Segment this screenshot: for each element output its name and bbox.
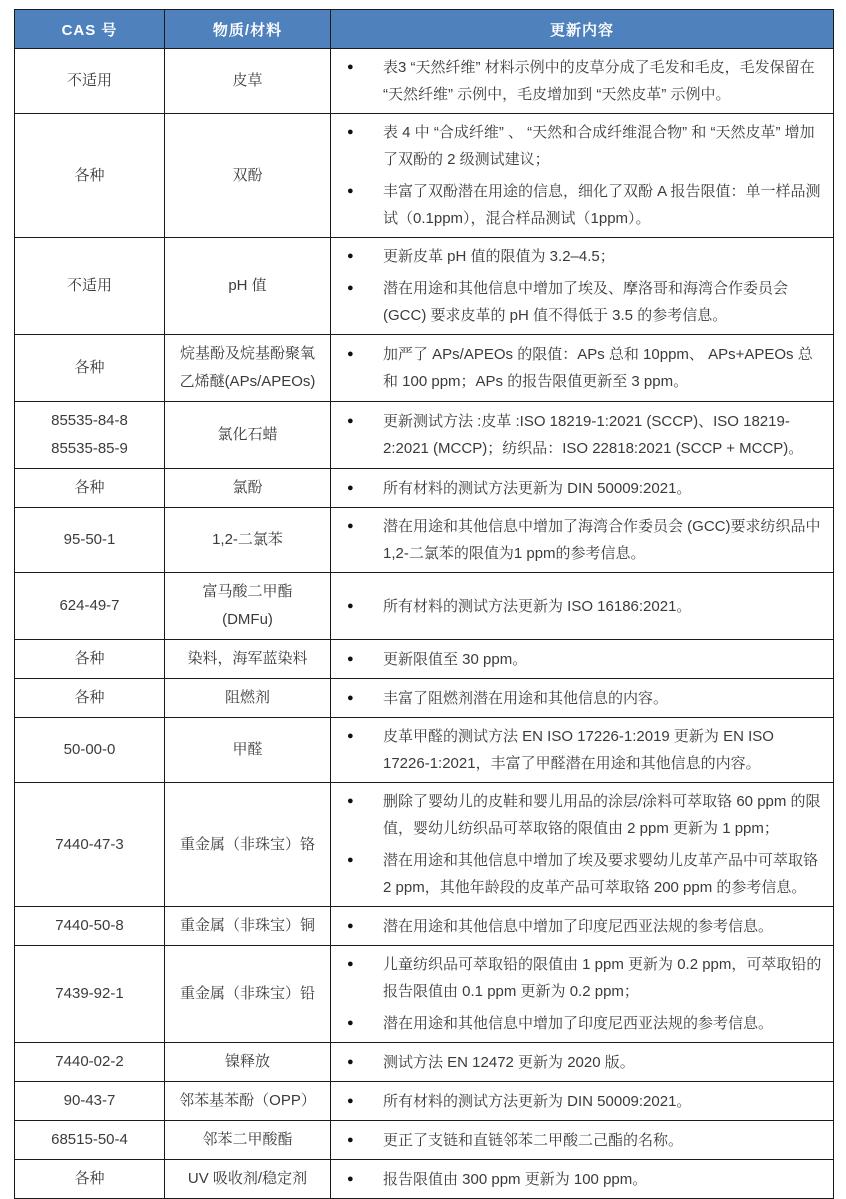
update-item: [331, 1127, 823, 1154]
bullet-icon: ●: [347, 854, 354, 866]
update-text: 更正了支链和直链邻苯二甲酸二己酯的名称。: [383, 1131, 684, 1149]
table-row: [15, 1043, 834, 1082]
material-name: 氯化石蜡: [217, 426, 278, 443]
update-item: [331, 275, 823, 329]
material-cell: [165, 679, 331, 718]
table-row: [15, 640, 834, 679]
update-text: 更新测试方法 :皮革 :ISO 18219-1:2021 (SCCP)、ISO 18219-2:2021 (MCCP)；纺织品：ISO 22818:2021 (SCCP + MCCP)。: [383, 413, 804, 457]
update-item: [331, 475, 823, 502]
update-item: [331, 788, 823, 842]
table-row: [15, 1160, 834, 1199]
header-cas-label: CAS 号: [61, 21, 118, 39]
material-cell: [165, 640, 331, 679]
bullet-icon: ●: [347, 1133, 354, 1146]
update-item: [331, 593, 823, 620]
cas-number: 7440-47-3: [55, 835, 124, 853]
cas-number: 各种: [74, 1170, 105, 1187]
material-name: 染料，海军蓝染料: [187, 650, 308, 667]
cas-number: 624-49-7: [59, 597, 120, 614]
material-name: UV 吸收剂/稳定剂: [187, 1170, 308, 1187]
update-item: [331, 1010, 823, 1037]
material-cell: [165, 1160, 331, 1199]
material-cell: [165, 1082, 331, 1121]
bullet-icon: ●: [347, 1094, 354, 1107]
material-cell: [165, 49, 331, 114]
material-cell: [165, 508, 331, 573]
header-update-content-label: 更新内容: [549, 21, 614, 39]
cas-number: 各种: [74, 689, 105, 706]
cas-cell: [15, 335, 165, 402]
cas-cell: [15, 238, 165, 335]
table-row: [15, 573, 834, 640]
update-item: [331, 913, 823, 940]
material-cell: [165, 573, 331, 640]
bullet-icon: ●: [347, 652, 354, 665]
updates-cell: [331, 1043, 834, 1082]
cas-number: 50-00-0: [63, 741, 116, 758]
bullet-icon: ●: [347, 795, 354, 807]
update-text: 潜在用途和其他信息中增加了海湾合作委员会 (GCC)要求纺织品中 1,2-二氯苯的限值为1 ppm的参考信息。: [383, 518, 821, 562]
material-name: 双酚: [232, 166, 263, 184]
updates-cell: [331, 679, 834, 718]
cas-number: 不适用: [66, 277, 112, 294]
table-row: [15, 335, 834, 402]
material-name: 烷基酚及烷基酚聚氧: [179, 345, 315, 362]
update-item: [331, 1088, 823, 1115]
cas-cell: [15, 907, 165, 946]
header-cas: [15, 10, 165, 49]
material-cell: [165, 907, 331, 946]
table-row: [15, 238, 834, 335]
update-item: [331, 341, 823, 395]
bullet-icon: ●: [347, 958, 354, 970]
table-row: [15, 402, 834, 469]
update-text: 皮革甲醛的测试方法 EN ISO 17226-1:2019 更新为 EN ISO 17226-1:2021，丰富了甲醛潜在用途和其他信息的内容。: [383, 728, 774, 772]
cas-cell: [15, 783, 165, 907]
cas-cell: [15, 469, 165, 508]
update-item: [331, 513, 823, 567]
cas-cell: [15, 508, 165, 573]
bullet-icon: ●: [347, 1017, 354, 1029]
table-row: [15, 1082, 834, 1121]
update-text: 儿童纺织品可萃取铅的限值由 1 ppm 更新为 0.2 ppm，可萃取铅的报告限值由 0.1 ppm 更新为 0.2 ppm；: [383, 956, 822, 1000]
table-body: [15, 49, 834, 1199]
updates-cell: [331, 49, 834, 114]
material-name: 富马酸二甲酯: [202, 583, 293, 600]
cas-number: 7440-02-2: [55, 1053, 124, 1070]
update-item: [331, 847, 823, 901]
cas-number: 各种: [74, 166, 105, 184]
material-cell: [165, 946, 331, 1043]
updates-cell: [331, 640, 834, 679]
update-text: 所有材料的测试方法更新为 DIN 50009:2021。: [383, 479, 692, 497]
update-text: 丰富了阻燃剂潜在用途和其他信息的内容。: [383, 689, 669, 707]
cas-number: 各种: [74, 479, 105, 496]
cas-cell: [15, 718, 165, 783]
bullet-icon: ●: [347, 1172, 354, 1185]
updates-cell: [331, 783, 834, 907]
cas-cell: [15, 573, 165, 640]
table-row: [15, 679, 834, 718]
table-header-row: [15, 10, 834, 49]
cas-number: 各种: [74, 650, 105, 667]
material-cell: [165, 114, 331, 238]
update-item: [331, 178, 823, 232]
update-text: 表3 “天然纤维” 材料示例中的皮草分成了毛发和毛皮，毛发保留在 “天然纤维” 示例中，毛皮增加到 “天然皮革” 示例中。: [383, 59, 815, 103]
material-cell: [165, 402, 331, 469]
table-row: [15, 469, 834, 508]
bullet-icon: ●: [347, 415, 354, 427]
cas-number: 85535-84-8: [51, 412, 128, 429]
material-name: 邻苯基苯酚（OPP）: [179, 1092, 316, 1109]
update-text: 潜在用途和其他信息中增加了埃及要求婴幼儿皮革产品中可萃取铬 2 ppm，其他年龄段的皮革产品可萃取铬 200 ppm 的参考信息。: [383, 852, 819, 896]
cas-cell: [15, 679, 165, 718]
table-row: [15, 1121, 834, 1160]
updates-cell: [331, 718, 834, 783]
cas-number: 7440-50-8: [55, 917, 124, 934]
update-item: [331, 646, 823, 673]
update-text: 测试方法 EN 12472 更新为 2020 版。: [383, 1053, 635, 1071]
cas-number: 不适用: [66, 72, 112, 89]
bullet-icon: ●: [347, 250, 354, 262]
update-item: [331, 685, 823, 712]
material-name: pH 值: [228, 277, 267, 294]
cas-number: 各种: [74, 359, 105, 376]
cas-cell: [15, 1082, 165, 1121]
cas-number: 90-43-7: [63, 1092, 116, 1109]
updates-cell: [331, 1082, 834, 1121]
material-name: 氯酚: [232, 479, 263, 496]
update-text: 潜在用途和其他信息中增加了印度尼西亚法规的参考信息。: [383, 917, 774, 935]
update-text: 丰富了双酚潜在用途的信息，细化了双酚 A 报告限值：单一样品测试（0.1ppm），混合样品测试（1ppm）。: [383, 183, 821, 227]
updates-cell: [331, 402, 834, 469]
header-material-label: 物质/材料: [212, 21, 283, 39]
updates-cell: [331, 946, 834, 1043]
cas-cell: [15, 1043, 165, 1082]
header-update-content: [331, 10, 834, 49]
update-text: 所有材料的测试方法更新为 ISO 16186:2021。: [383, 597, 692, 615]
bullet-icon: ●: [347, 919, 354, 932]
cas-cell: [15, 1121, 165, 1160]
updates-cell: [331, 573, 834, 640]
update-text: 更新皮革 pH 值的限值为 3.2–4.5；: [383, 248, 615, 265]
update-text: 潜在用途和其他信息中增加了印度尼西亚法规的参考信息。: [383, 1015, 774, 1032]
updates-cell: [331, 238, 834, 335]
table-row: [15, 783, 834, 907]
material-name: (DMFu): [222, 611, 273, 628]
update-text: 更新限值至 30 ppm。: [383, 650, 528, 668]
update-item: [331, 1166, 823, 1193]
material-cell: [165, 783, 331, 907]
update-item: [331, 243, 823, 270]
material-name: 重金属（非珠宝）铜: [179, 917, 315, 934]
updates-cell: [331, 469, 834, 508]
cas-cell: [15, 946, 165, 1043]
material-name: 乙烯醚(APs/APEOs): [179, 373, 316, 390]
update-text: 删除了婴幼儿的皮鞋和婴儿用品的涂层/涂料可萃取铬 60 ppm 的限值，婴幼儿纺织品可萃取铬的限值由 2 ppm 更新为 1 ppm；: [383, 793, 821, 837]
material-name: 重金属（非珠宝）铬: [179, 835, 315, 853]
material-cell: [165, 469, 331, 508]
update-item: [331, 1049, 823, 1076]
material-name: 皮草: [232, 72, 263, 89]
table-row: [15, 946, 834, 1043]
material-name: 阻燃剂: [224, 689, 270, 706]
material-name: 邻苯二甲酸酯: [202, 1131, 293, 1148]
material-name: 镍释放: [224, 1053, 270, 1070]
cas-cell: [15, 640, 165, 679]
cas-number: 95-50-1: [63, 531, 116, 548]
material-name: 甲醛: [232, 741, 263, 758]
updates-cell: [331, 508, 834, 573]
update-item: [331, 54, 823, 108]
update-text: 所有材料的测试方法更新为 DIN 50009:2021。: [383, 1092, 692, 1110]
update-text: 表 4 中 “合成纤维” 、 “天然和合成纤维混合物” 和 “天然皮革” 增加了双酚的 2 级测试建议；: [383, 124, 815, 168]
update-text: 加严了 APs/APEOs 的限值：APs 总和 10ppm、 APs+APEOs 总和 100 ppm；APs 的报告限值更新至 3 ppm。: [383, 346, 813, 390]
bullet-icon: ●: [347, 481, 354, 494]
material-cell: [165, 335, 331, 402]
table-row: [15, 907, 834, 946]
substance-update-table: [14, 9, 834, 1199]
bullet-icon: ●: [347, 348, 354, 360]
table-row: [15, 114, 834, 238]
bullet-icon: ●: [347, 730, 354, 742]
bullet-icon: ●: [347, 282, 354, 294]
bullet-icon: ●: [347, 185, 354, 197]
table-row: [15, 718, 834, 783]
table-row: [15, 49, 834, 114]
update-item: [331, 408, 823, 462]
material-name: 1,2-二氯苯: [212, 531, 283, 548]
material-name: 重金属（非珠宝）铅: [179, 985, 315, 1002]
bullet-icon: ●: [347, 1055, 354, 1068]
material-cell: [165, 1043, 331, 1082]
cas-cell: [15, 1160, 165, 1199]
update-text: 报告限值由 300 ppm 更新为 100 ppm。: [383, 1170, 648, 1188]
cas-cell: [15, 49, 165, 114]
cas-number: 7439-92-1: [55, 985, 124, 1002]
bullet-icon: ●: [347, 599, 354, 612]
updates-cell: [331, 907, 834, 946]
cas-cell: [15, 402, 165, 469]
material-cell: [165, 1121, 331, 1160]
material-cell: [165, 238, 331, 335]
update-text: 潜在用途和其他信息中增加了埃及、摩洛哥和海湾合作委员会 (GCC) 要求皮革的 pH 值不得低于 3.5 的参考信息。: [383, 280, 789, 324]
updates-cell: [331, 1160, 834, 1199]
bullet-icon: ●: [347, 520, 354, 532]
material-cell: [165, 718, 331, 783]
cas-number: 85535-85-9: [51, 440, 128, 457]
bullet-icon: ●: [347, 61, 354, 73]
bullet-icon: ●: [347, 691, 354, 704]
updates-cell: [331, 1121, 834, 1160]
update-item: [331, 723, 823, 777]
cas-cell: [15, 114, 165, 238]
table-row: [15, 508, 834, 573]
cas-number: 68515-50-4: [51, 1131, 128, 1148]
updates-cell: [331, 114, 834, 238]
bullet-icon: ●: [347, 126, 354, 138]
header-material: [165, 10, 331, 49]
updates-cell: [331, 335, 834, 402]
update-item: [331, 951, 823, 1005]
update-item: [331, 119, 823, 173]
